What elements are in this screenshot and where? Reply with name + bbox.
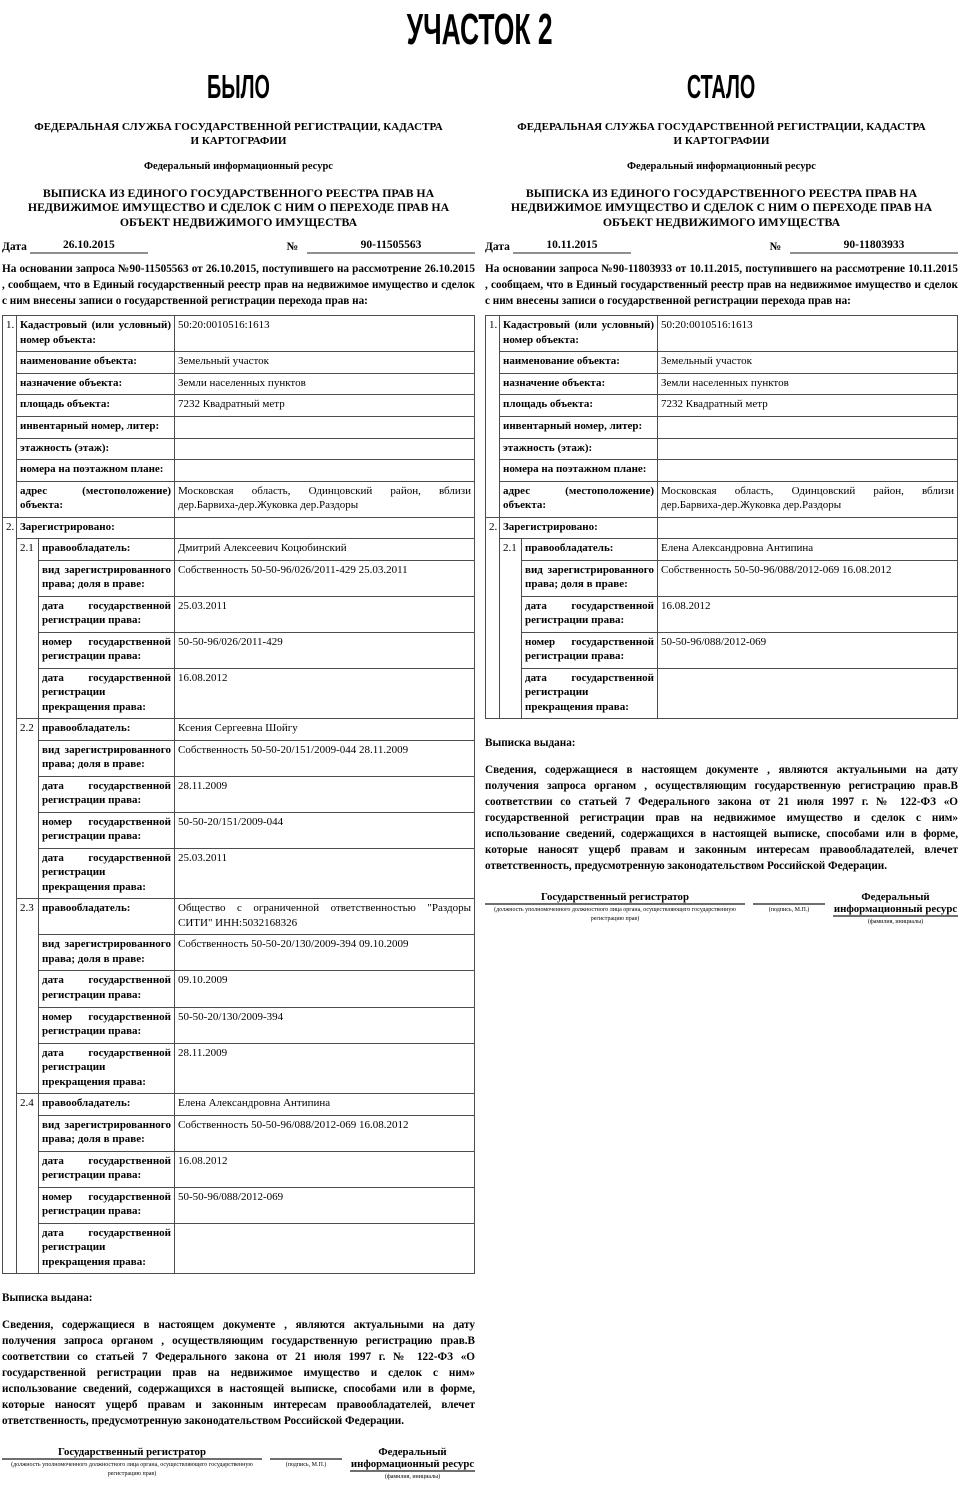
- section-number: 1.: [486, 316, 500, 517]
- registered-label: Зарегистрировано:: [17, 517, 175, 539]
- doc-title: ВЫПИСКА ИЗ ЕДИНОГО ГОСУДАРСТВЕННОГО РЕЕСТРА ПРАВ НА НЕДВИЖИМОЕ ИМУЩЕСТВО И СДЕЛОК С НИМ О ПЕРЕХОДЕ ПРАВ НА ОБЪЕКТ НЕДВИЖИМОГО ИМУЩЕСТВА: [510, 185, 933, 229]
- table-row: [3, 1151, 475, 1187]
- registered-section: [3, 517, 475, 1274]
- table-row: [486, 481, 958, 517]
- field-label: наименование объекта:: [500, 352, 658, 374]
- table-row: [3, 460, 475, 482]
- field-value: Земли населенных пунктов: [658, 373, 958, 395]
- table-row: [3, 1187, 475, 1223]
- registrar-caption: (должность уполномоченного должностного лица органа, осуществляющего государственную регистрацию прав): [494, 906, 736, 922]
- table-row: [3, 539, 475, 561]
- field-label: правообладатель:: [39, 1094, 175, 1116]
- table-row: [486, 438, 958, 460]
- field-value: [175, 417, 475, 439]
- field-label: номер государственной регистрации права:: [39, 812, 175, 848]
- table-row: [3, 1043, 475, 1094]
- field-label: Кадастровый (или условный) номер объекта:: [500, 316, 658, 352]
- field-value: 16.08.2012: [175, 1151, 475, 1187]
- table-row: [3, 668, 475, 719]
- resource-title: Федеральный информационный ресурс: [350, 1445, 475, 1470]
- field-label: номер государственной регистрации права:: [39, 1007, 175, 1043]
- field-label: номер государственной регистрации права:: [522, 632, 658, 668]
- date-value: 10.11.2015: [513, 239, 631, 254]
- field-value: Собственность 50-50-96/026/2011-429 25.03.2011: [175, 560, 475, 596]
- field-label: этажность (этаж):: [17, 438, 175, 460]
- table-row: [486, 373, 958, 395]
- legal-paragraph: Сведения, содержащиеся в настоящем документе , являются актуальными на дату получения запроса органом , осуществляющим государственную регистрацию прав.В соответствии со статьей 7 Федерального закона от 21 июля 1997 г. № 122-ФЗ «О государственной регистрации прав на недвижимое имущество и сделок с ним» использование сведений, содержащихся в настоящей выписке, способами или в форме, которые наносят ущерб правам и законным интересам правообладателей, влечет ответственность, предусмотренную законодательством Российской Федерации.: [2, 1319, 475, 1427]
- signature-line: [753, 891, 825, 905]
- field-value: Собственность 50-50-96/088/2012-069 16.08.2012: [175, 1115, 475, 1151]
- owner-number: 2.1: [500, 539, 522, 719]
- field-label: дата государственной регистрации прекращения права:: [522, 668, 658, 719]
- signature-block: [2, 1446, 475, 1482]
- owner-number: 2.1: [17, 539, 39, 719]
- rights-table-became: [485, 315, 958, 719]
- column-became-heading-text: СТАЛО: [687, 68, 756, 105]
- registrar-title: Государственный регистратор: [2, 1446, 262, 1460]
- date-label: Дата: [485, 240, 510, 253]
- field-label: дата государственной регистрации права:: [39, 1151, 175, 1187]
- field-value: [175, 1223, 475, 1274]
- intro-paragraph: На основании запроса №90-11803933 от 10.11.2015, поступившего на рассмотрение 10.11.2015 , сообщаем, что в Единый государственный реестр прав на недвижимое имущество и сделок с ним внесены записи о государственной регистрации перехода прав на:: [485, 262, 958, 307]
- table-row: [3, 899, 475, 935]
- field-value: 50-50-20/151/2009-044: [175, 812, 475, 848]
- org-header: ФЕДЕРАЛЬНАЯ СЛУЖБА ГОСУДАРСТВЕННОЙ РЕГИСТРАЦИИ, КАДАСТРА И КАРТОГРАФИИ: [517, 121, 926, 147]
- field-label: дата государственной регистрации прекращения права:: [39, 848, 175, 899]
- table-row: [3, 1094, 475, 1116]
- number-label: №: [769, 240, 781, 253]
- date-number-row: [2, 239, 475, 254]
- resource-caption: (фамилия, инициалы): [384, 1473, 441, 1480]
- field-label: площадь объекта:: [17, 395, 175, 417]
- field-label: дата государственной регистрации права:: [522, 596, 658, 632]
- field-value: 25.03.2011: [175, 596, 475, 632]
- field-value: [175, 438, 475, 460]
- resource-header: Федеральный информационный ресурс: [627, 160, 816, 172]
- field-label: инвентарный номер, литер:: [17, 417, 175, 439]
- field-value: Ксения Сергеевна Шойгу: [175, 719, 475, 741]
- section-number: 2.: [486, 517, 500, 719]
- field-label: дата государственной регистрации прекращения права:: [39, 1223, 175, 1274]
- column-became: [483, 62, 960, 927]
- resource-title: Федеральный информационный ресурс: [833, 890, 958, 915]
- table-row: [3, 935, 475, 971]
- owner-number: 2.4: [17, 1094, 39, 1274]
- section-number: 1.: [3, 316, 17, 517]
- field-label: вид зарегистрированного права; доля в праве:: [39, 740, 175, 776]
- table-row: [486, 517, 958, 539]
- rights-table-was: [2, 315, 475, 1274]
- date-value: 26.10.2015: [30, 239, 148, 254]
- table-row: [3, 560, 475, 596]
- issued-label: Выписка выдана:: [485, 737, 576, 750]
- signature-caption: (подпись, М.П.): [768, 906, 810, 913]
- owner-number: 2.3: [17, 899, 39, 1094]
- field-value: 50-50-96/026/2011-429: [175, 632, 475, 668]
- registered-section: [486, 517, 958, 719]
- table-row: [486, 668, 958, 719]
- field-value: Общество с ограниченной ответственностью "Раздоры СИТИ" ИНН:5032168326: [175, 899, 475, 935]
- table-row: [3, 1007, 475, 1043]
- field-label: правообладатель:: [39, 719, 175, 741]
- field-label: дата государственной регистрации прекращения права:: [39, 668, 175, 719]
- number-value: 90-11803933: [790, 239, 958, 254]
- table-row: [3, 395, 475, 417]
- field-label: дата государственной регистрации права:: [39, 596, 175, 632]
- field-value: [658, 438, 958, 460]
- object-section: [486, 316, 958, 517]
- field-value: Земельный участок: [175, 352, 475, 374]
- field-value: 16.08.2012: [658, 596, 958, 632]
- signature-resource: [350, 1446, 475, 1482]
- resource-header: Федеральный информационный ресурс: [144, 160, 333, 172]
- table-row: [3, 776, 475, 812]
- field-label: номера на поэтажном плане:: [17, 460, 175, 482]
- page-title-text: УЧАСТОК 2: [407, 5, 553, 54]
- table-row: [486, 560, 958, 596]
- field-label: номер государственной регистрации права:: [39, 1187, 175, 1223]
- owner-number: 2.2: [17, 719, 39, 899]
- field-value: [658, 460, 958, 482]
- doc-title: ВЫПИСКА ИЗ ЕДИНОГО ГОСУДАРСТВЕННОГО РЕЕСТРА ПРАВ НА НЕДВИЖИМОЕ ИМУЩЕСТВО И СДЕЛОК С НИМ О ПЕРЕХОДЕ ПРАВ НА ОБЪЕКТ НЕДВИЖИМОГО ИМУЩЕСТВА: [27, 185, 450, 229]
- field-label: площадь объекта:: [500, 395, 658, 417]
- table-row: [3, 971, 475, 1007]
- table-row: [3, 438, 475, 460]
- field-value: Собственность 50-50-20/151/2009-044 28.11.2009: [175, 740, 475, 776]
- object-section: [3, 316, 475, 517]
- field-label: дата государственной регистрации права:: [39, 971, 175, 1007]
- field-label: инвентарный номер, литер:: [500, 417, 658, 439]
- column-became-heading: [485, 70, 958, 105]
- field-label: номер государственной регистрации права:: [39, 632, 175, 668]
- field-value: [658, 517, 958, 539]
- field-label: адрес (местоположение) объекта:: [17, 481, 175, 517]
- registered-label: Зарегистрировано:: [500, 517, 658, 539]
- resource-caption: (фамилия, инициалы): [867, 918, 924, 925]
- signature-stamp: [753, 891, 825, 915]
- table-row: [3, 740, 475, 776]
- registrar-title: Государственный регистратор: [485, 891, 745, 905]
- table-row: [486, 417, 958, 439]
- field-label: правообладатель:: [39, 539, 175, 561]
- signature-registrar: [2, 1446, 262, 1479]
- table-row: [3, 719, 475, 741]
- field-value: [175, 517, 475, 539]
- page-title: [0, 5, 960, 54]
- field-value: 50-50-20/130/2009-394: [175, 1007, 475, 1043]
- org-header: ФЕДЕРАЛЬНАЯ СЛУЖБА ГОСУДАРСТВЕННОЙ РЕГИСТРАЦИИ, КАДАСТРА И КАРТОГРАФИИ: [34, 121, 443, 147]
- field-label: дата государственной регистрации права:: [39, 776, 175, 812]
- issued-label: Выписка выдана:: [2, 1292, 93, 1305]
- field-value: Московская область, Одинцовский район, вблизи дер.Барвиха-дер.Жуковка дер.Раздоры: [175, 481, 475, 517]
- column-was-heading-text: БЫЛО: [207, 68, 270, 105]
- table-row: [3, 373, 475, 395]
- field-label: правообладатель:: [522, 539, 658, 561]
- table-row: [486, 352, 958, 374]
- signature-line: [270, 1446, 342, 1460]
- table-row: [3, 848, 475, 899]
- field-label: Кадастровый (или условный) номер объекта:: [17, 316, 175, 352]
- table-row: [3, 417, 475, 439]
- field-value: 16.08.2012: [175, 668, 475, 719]
- field-value: [658, 668, 958, 719]
- table-row: [3, 1115, 475, 1151]
- field-value: 28.11.2009: [175, 776, 475, 812]
- table-row: [486, 316, 958, 352]
- field-value: 09.10.2009: [175, 971, 475, 1007]
- field-label: вид зарегистрированного права; доля в праве:: [39, 560, 175, 596]
- table-row: [3, 352, 475, 374]
- field-label: адрес (местоположение) объекта:: [500, 481, 658, 517]
- field-label: правообладатель:: [39, 899, 175, 935]
- table-row: [486, 539, 958, 561]
- table-row: [3, 316, 475, 352]
- number-label: №: [286, 240, 298, 253]
- field-value: [175, 460, 475, 482]
- table-row: [3, 517, 475, 539]
- field-value: 7232 Квадратный метр: [175, 395, 475, 417]
- comparison-columns: [0, 62, 960, 1482]
- field-label: этажность (этаж):: [500, 438, 658, 460]
- field-label: вид зарегистрированного права; доля в праве:: [39, 935, 175, 971]
- field-value: 28.11.2009: [175, 1043, 475, 1094]
- signature-resource: [833, 891, 958, 927]
- field-label: номера на поэтажном плане:: [500, 460, 658, 482]
- table-row: [3, 812, 475, 848]
- signature-registrar: [485, 891, 745, 924]
- field-value: Земли населенных пунктов: [175, 373, 475, 395]
- signature-stamp: [270, 1446, 342, 1470]
- field-label: дата государственной регистрации прекращения права:: [39, 1043, 175, 1094]
- table-row: [486, 596, 958, 632]
- field-label: вид зарегистрированного права; доля в праве:: [522, 560, 658, 596]
- table-row: [486, 632, 958, 668]
- legal-paragraph: Сведения, содержащиеся в настоящем документе , являются актуальными на дату получения запроса органом , осуществляющим государственную регистрацию прав.В соответствии со статьей 7 Федерального закона от 21 июля 1997 г. № 122-ФЗ «О государственной регистрации прав на недвижимое имущество и сделок с ним» использование сведений, содержащихся в настоящей выписке, способами или в форме, которые наносят ущерб правам и законным интересам правообладателей, влечет ответственность, предусмотренную законодательством Российской Федерации.: [485, 764, 958, 872]
- field-value: 50-50-96/088/2012-069: [175, 1187, 475, 1223]
- field-value: Собственность 50-50-20/130/2009-394 09.10.2009: [175, 935, 475, 971]
- table-row: [3, 596, 475, 632]
- field-label: наименование объекта:: [17, 352, 175, 374]
- signature-block: [485, 891, 958, 927]
- field-value: Земельный участок: [658, 352, 958, 374]
- field-value: Собственность 50-50-96/088/2012-069 16.08.2012: [658, 560, 958, 596]
- table-row: [486, 395, 958, 417]
- field-value: Елена Александровна Антипина: [658, 539, 958, 561]
- field-value: 50-50-96/088/2012-069: [658, 632, 958, 668]
- date-number-row: [485, 239, 958, 254]
- table-row: [3, 481, 475, 517]
- field-label: вид зарегистрированного права; доля в праве:: [39, 1115, 175, 1151]
- field-value: 50:20:0010516:1613: [658, 316, 958, 352]
- column-was-heading: [2, 70, 475, 105]
- field-value: 25.03.2011: [175, 848, 475, 899]
- intro-paragraph: На основании запроса №90-11505563 от 26.10.2015, поступившего на рассмотрение 26.10.2015 , сообщаем, что в Единый государственный реестр прав на недвижимое имущество и сделок с ним внесены записи о государственной регистрации перехода прав на:: [2, 262, 475, 307]
- column-was: [0, 62, 477, 1482]
- field-label: назначение объекта:: [17, 373, 175, 395]
- field-label: назначение объекта:: [500, 373, 658, 395]
- field-value: 50:20:0010516:1613: [175, 316, 475, 352]
- field-value: 7232 Квадратный метр: [658, 395, 958, 417]
- table-row: [3, 632, 475, 668]
- section-number: 2.: [3, 517, 17, 1274]
- number-value: 90-11505563: [307, 239, 475, 254]
- field-value: [658, 417, 958, 439]
- signature-caption: (подпись, М.П.): [285, 1461, 327, 1468]
- field-value: Елена Александровна Антипина: [175, 1094, 475, 1116]
- field-value: Дмитрий Алексеевич Коцюбинский: [175, 539, 475, 561]
- table-row: [486, 460, 958, 482]
- field-value: Московская область, Одинцовский район, вблизи дер.Барвиха-дер.Жуковка дер.Раздоры: [658, 481, 958, 517]
- table-row: [3, 1223, 475, 1274]
- date-label: Дата: [2, 240, 27, 253]
- registrar-caption: (должность уполномоченного должностного лица органа, осуществляющего государственную регистрацию прав): [11, 1461, 253, 1477]
